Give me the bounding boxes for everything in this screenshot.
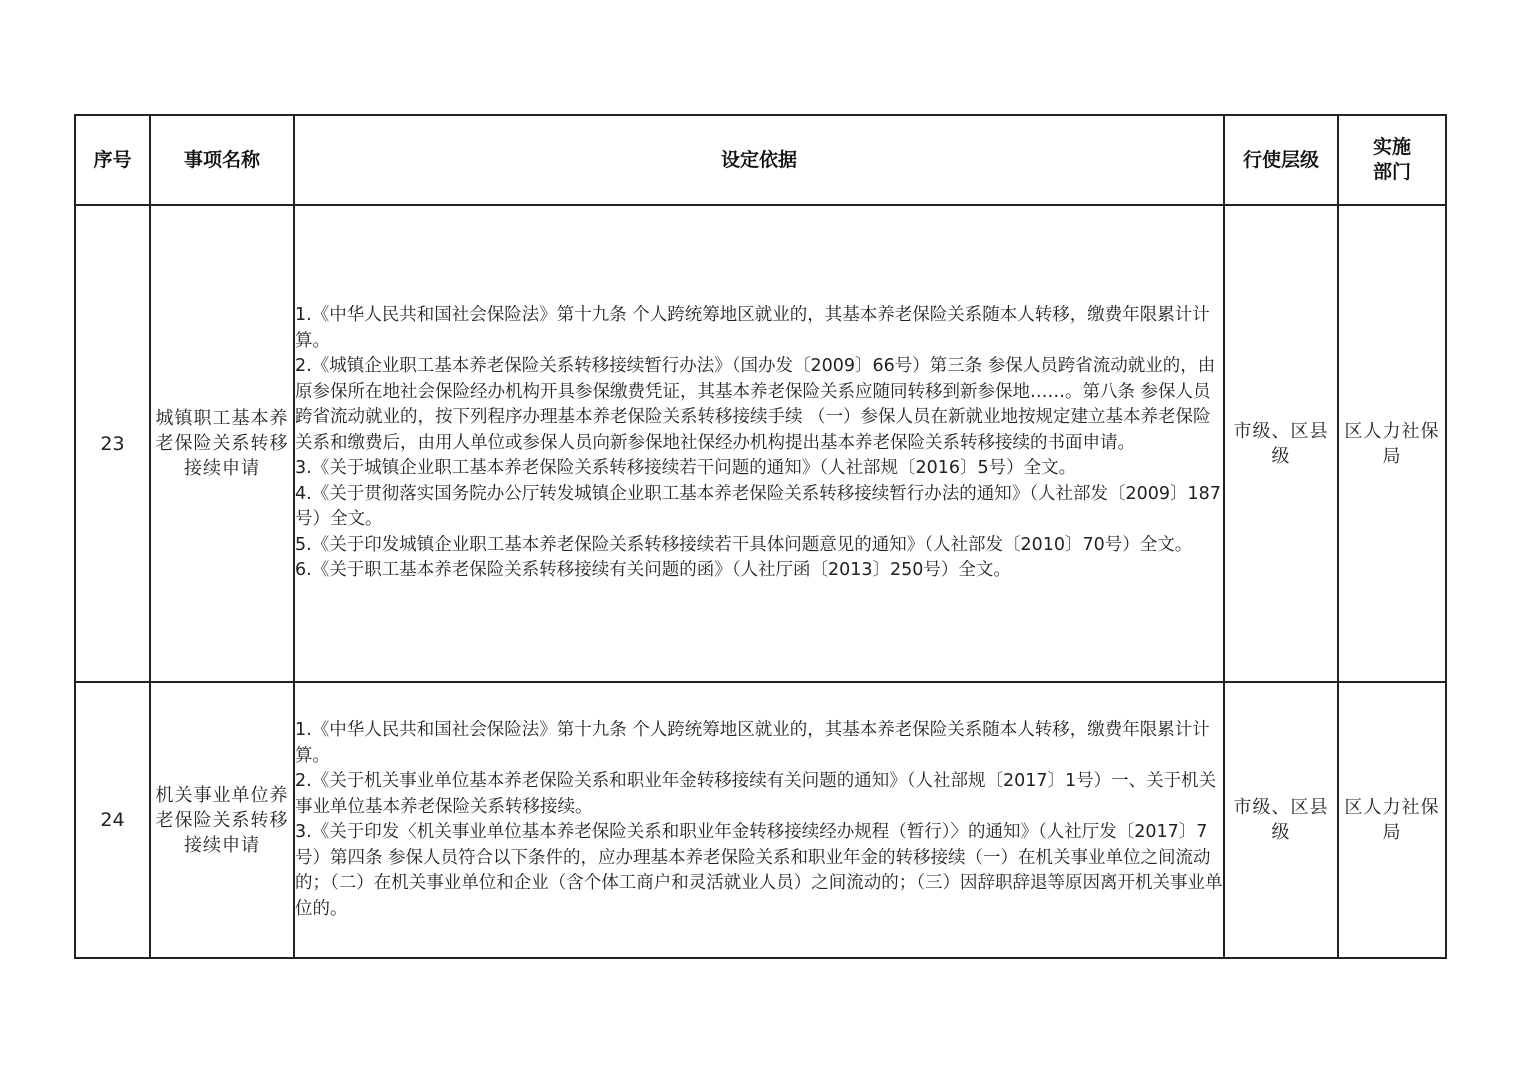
basis-clause: 4.《关于贯彻落实国务院办公厅转发城镇企业职工基本养老保险关系转移接续暂行办法的通知》（人社部发〔2009〕187号）全文。 (295, 483, 1221, 530)
row-basis (294, 205, 1224, 682)
row-item-name: 城镇职工基本养老保险关系转移接续申请 (150, 205, 294, 682)
basis-clause: 3.《关于城镇企业职工基本养老保险关系转移接续若干问题的通知》（人社部规〔2016〕5号）全文。 (295, 458, 1077, 479)
header-dept-line2: 部门 (1372, 161, 1411, 183)
header-level: 行使层级 (1224, 115, 1338, 205)
row-level: 市级、区县级 (1224, 205, 1338, 682)
items-table (74, 114, 1447, 959)
row-dept: 区人力社保局 (1338, 682, 1446, 958)
basis-clause: 1.《中华人民共和国社会保险法》第十九条 个人跨统筹地区就业的，其基本养老保险关系随本人转移，缴费年限累计计算。 (295, 305, 1210, 351)
header-row (75, 115, 1446, 205)
row-level: 市级、区县级 (1224, 682, 1338, 958)
header-dept (1338, 115, 1446, 205)
header-seq: 序号 (75, 115, 150, 205)
row-dept: 区人力社保局 (1338, 205, 1446, 682)
table-row (75, 205, 1446, 682)
header-basis: 设定依据 (294, 115, 1224, 205)
header-name: 事项名称 (150, 115, 294, 205)
basis-clause: 2.《关于机关事业单位基本养老保险关系和职业年金转移接续有关问题的通知》（人社部规〔2017〕1号）一、关于机关事业单位基本养老保险关系转移接续。 (295, 771, 1217, 817)
table-row (75, 682, 1446, 958)
row-seq: 23 (75, 205, 150, 682)
basis-clause: 5.《关于印发城镇企业职工基本养老保险关系转移接续若干具体问题意见的通知》（人社部发〔2010〕70号）全文。 (295, 534, 1193, 555)
header-dept-line1: 实施 (1372, 136, 1411, 158)
row-item-name: 机关事业单位养老保险关系转移接续申请 (150, 682, 294, 958)
basis-clause: 1.《中华人民共和国社会保险法》第十九条 个人跨统筹地区就业的，其基本养老保险关系随本人转移，缴费年限累计计算。 (295, 720, 1210, 766)
row-seq: 24 (75, 682, 150, 958)
basis-clause: 2.《城镇企业职工基本养老保险关系转移接续暂行办法》（国办发〔2009〕66号）第三条 参保人员跨省流动就业的，由原参保所在地社会保险经办机构开具参保缴费凭证，其基本养老保险关系应随同转移到新参保地……。第八条 参保人员跨省流动就业的，按下列程序办理基本养老保险关系转移接续手续 （一）参保人员在新就业地按规定建立基本养老保险关系和缴费后，由用人单位或参保人员向新参保地社保经办机构提出基本养老保险关系转移接续的书面申请。 (295, 356, 1216, 453)
basis-clause: 3.《关于印发〈机关事业单位基本养老保险关系和职业年金转移接续经办规程（暂行）〉的通知》（人社厅发〔2017〕7号）第四条 参保人员符合以下条件的，应办理基本养老保险关系和职业年金的转移接续（一）在机关事业单位之间流动的；（二）在机关事业单位和企业（含个体工商户和灵活就业人员）之间流动的；（三）因辞职辞退等原因离开机关事业单位的。 (295, 822, 1223, 919)
row-basis (294, 682, 1224, 958)
basis-clause: 6.《关于职工基本养老保险关系转移接续有关问题的函》（人社厅函〔2013〕250号）全文。 (295, 560, 1011, 581)
